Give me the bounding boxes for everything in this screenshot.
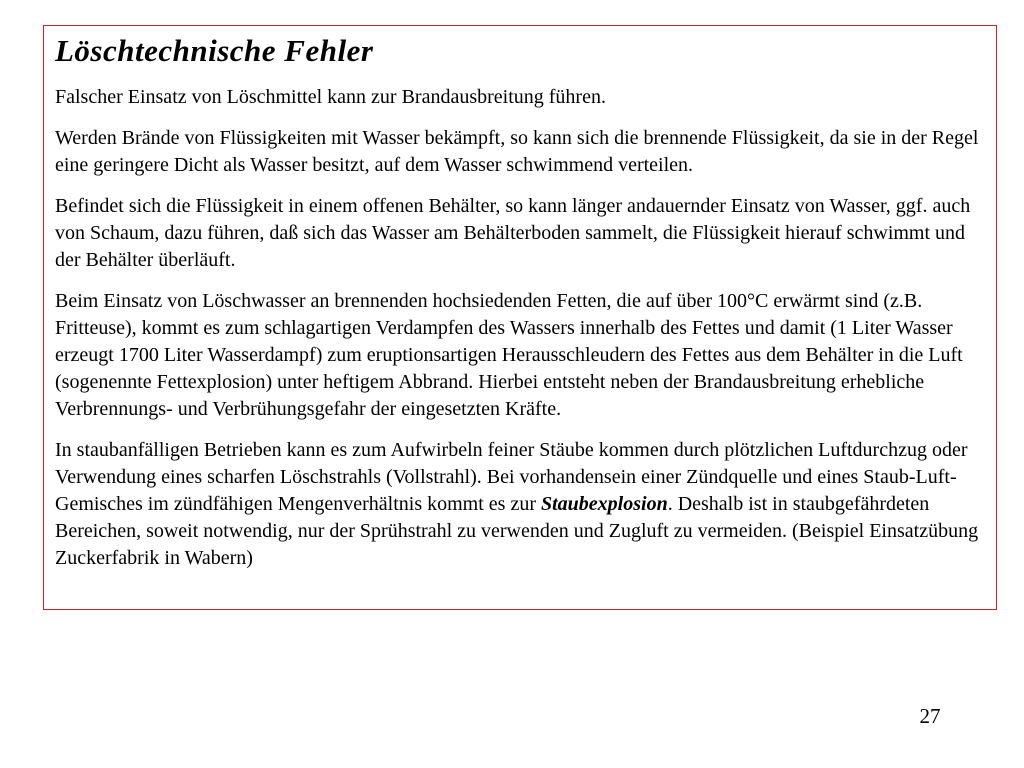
slide-title: Löschtechnische Fehler xyxy=(55,33,374,68)
slide-content-frame xyxy=(43,25,997,610)
body-paragraph-2: Werden Brände von Flüssigkeiten mit Wasser bekämpft, so kann sich die brennende Flüssigkeit, da sie in der Regel eine geringere Dicht als Wasser besitzt, auf dem Wasser schwimmend verteilen. xyxy=(55,127,979,176)
page-number: 27 xyxy=(919,704,941,728)
body-paragraph-3: Befindet sich die Flüssigkeit in einem offenen Behälter, so kann länger andauernder Einsatz von Wasser, ggf. auch von Schaum, dazu führen, daß sich das Wasser am Behälterboden sammelt, die Flüssigkeit hierauf schwimmt und der Behälter überläuft. xyxy=(55,195,971,271)
body-paragraph-5 xyxy=(55,437,984,572)
body-paragraph-4: Beim Einsatz von Löschwasser an brennenden hochsiedenden Fetten, die auf über 100°C erwärmt sind (z.B. Fritteuse), kommt es zum schlagartigen Verdampfen des Wassers innerhalb des Fettes und damit (1 Liter Wasser erzeugt 1700 Liter Wasserdampf) zum eruptionsartigen Herausschleudern des Fettes aus dem Behälter in die Luft (sogenennte Fettexplosion) unter heftigem Abbrand. Hierbei entsteht neben der Brandausbreitung erhebliche Verbrennungs- und Verbrühungsgefahr der eingesetzten Kräfte. xyxy=(55,290,963,420)
paragraph-text-after-emphasis: . Deshalb ist in staubgefährdeten Bereichen, soweit notwendig, nur der Sprühstrahl zu verwenden und Zugluft zu vermeiden. (Beispiel Einsatzübung Zuckerfabrik in Wabern) xyxy=(55,493,979,569)
emphasized-term: Staubexplosion xyxy=(541,493,668,515)
body-paragraph-1: Falscher Einsatz von Löschmittel kann zur Brandausbreitung führen. xyxy=(55,86,606,108)
paragraph-text-before-emphasis: In staubanfälligen Betrieben kann es zum Aufwirbeln feiner Stäube kommen durch plötzlichen Luftdurchzug oder Verwendung eines scharfen Löschstrahls (Vollstrahl). Bei vorhandensein einer Zündquelle und eines Staub-Luft-Gemisches im zündfähigen Mengenverhältnis kommt es zur xyxy=(55,439,968,515)
